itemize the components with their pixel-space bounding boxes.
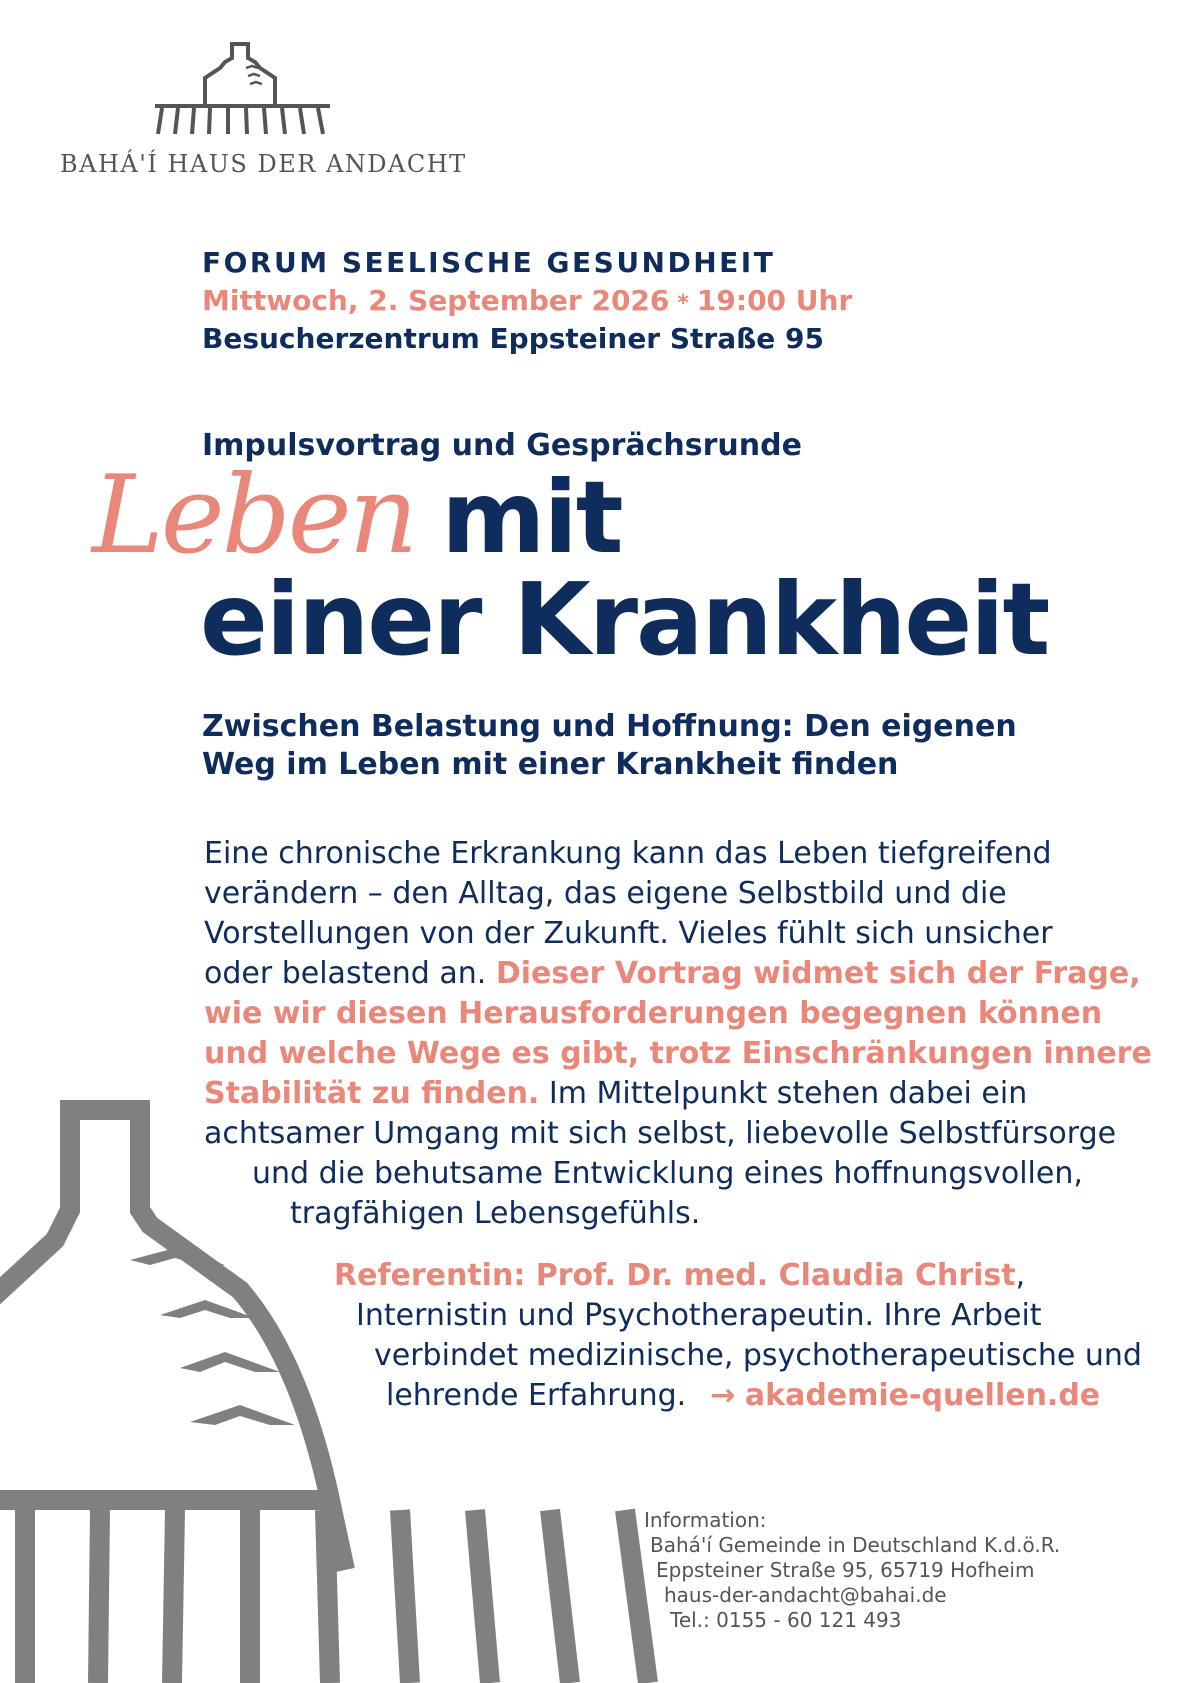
event-series: FORUM SEELISCHE GESUNDHEIT xyxy=(202,246,776,279)
description-line xyxy=(0,994,1190,1034)
info-heading: Information: xyxy=(644,1508,767,1532)
contact-info xyxy=(644,1508,1060,1633)
title-word-leben: Leben xyxy=(92,453,416,578)
event-venue: Besucherzentrum Eppsteiner Straße 95 xyxy=(202,322,824,355)
description-line: Eine chronische Erkrankung kann das Leben tiefgreifend xyxy=(204,836,1052,871)
speaker-comma: , xyxy=(1015,1258,1026,1293)
info-address: Eppsteiner Straße 95, 65719 Hofheim xyxy=(656,1558,1035,1582)
speaker-line: Internistin und Psychotherapeutin. Ihre Arbeit xyxy=(356,1298,1042,1333)
speaker-line: verbindet medizinische, psychotherapeutische und xyxy=(374,1338,1142,1373)
title-word-mit: mit xyxy=(441,459,622,576)
subtitle-line: Zwischen Belastung und Hoffnung: Den eigenen xyxy=(202,709,1017,744)
description-text: oder belastend an. xyxy=(204,956,496,991)
description-line: verändern – den Alltag, das eigene Selbstbild und die xyxy=(204,876,1007,911)
description-highlight: und welche Wege es gibt, trotz Einschränkungen innere xyxy=(204,1036,1152,1071)
description-line: achtsamer Umgang mit sich selbst, liebevolle Selbstfürsorge xyxy=(204,1116,1117,1151)
description-highlight: wie wir diesen Herausforderungen begegnen können xyxy=(204,996,1103,1031)
description-highlight: Stabilität zu finden. xyxy=(204,1076,540,1111)
subtitle xyxy=(202,708,1062,784)
speaker-line xyxy=(0,1256,1190,1296)
speaker-name: Referentin: Prof. Dr. med. Claudia Christ xyxy=(334,1258,1016,1293)
event-time: 19:00 Uhr xyxy=(696,284,853,317)
description xyxy=(0,834,1190,1234)
description-text: Im Mittelpunkt stehen dabei ein xyxy=(539,1076,1028,1111)
event-date: Mittwoch, 2. September 2026 xyxy=(202,284,670,317)
description-highlight: Dieser Vortrag widmet sich der Frage, xyxy=(495,956,1141,991)
speaker-line xyxy=(0,1376,1190,1416)
description-line: Vorstellungen von der Zukunft. Vieles fühlt sich unsicher xyxy=(204,916,1053,951)
info-phone: Tel.: 0155 - 60 121 493 xyxy=(670,1608,902,1632)
separator-icon: * xyxy=(677,291,689,316)
description-line xyxy=(0,954,1190,994)
info-email[interactable]: haus-der-andacht@bahai.de xyxy=(664,1583,947,1607)
temple-dome-icon xyxy=(150,38,340,138)
description-line xyxy=(0,1074,1190,1114)
description-line: tragfähigen Lebensgefühls. xyxy=(290,1196,701,1231)
description-line: und die behutsame Entwicklung eines hoffnungsvollen, xyxy=(252,1156,1083,1191)
subtitle-line: Weg im Leben mit einer Krankheit finden xyxy=(202,747,899,782)
talk-format: Impulsvortrag und Gesprächsrunde xyxy=(202,428,802,463)
logo-text: BAHÁ'Í HAUS DER ANDACHT xyxy=(60,150,467,178)
title-line-2: einer Krankheit xyxy=(200,561,1049,678)
speaker-info xyxy=(0,1256,1190,1416)
description-line xyxy=(0,1034,1190,1074)
speaker-text: lehrende Erfahrung. xyxy=(386,1378,687,1413)
title-line-1 xyxy=(92,453,622,578)
arrow-right-icon: → xyxy=(710,1378,736,1413)
event-date-time xyxy=(202,284,852,317)
info-org: Bahá'í Gemeinde in Deutschland K.d.ö.R. xyxy=(650,1533,1061,1557)
website-link[interactable]: akademie-quellen.de xyxy=(744,1378,1101,1413)
